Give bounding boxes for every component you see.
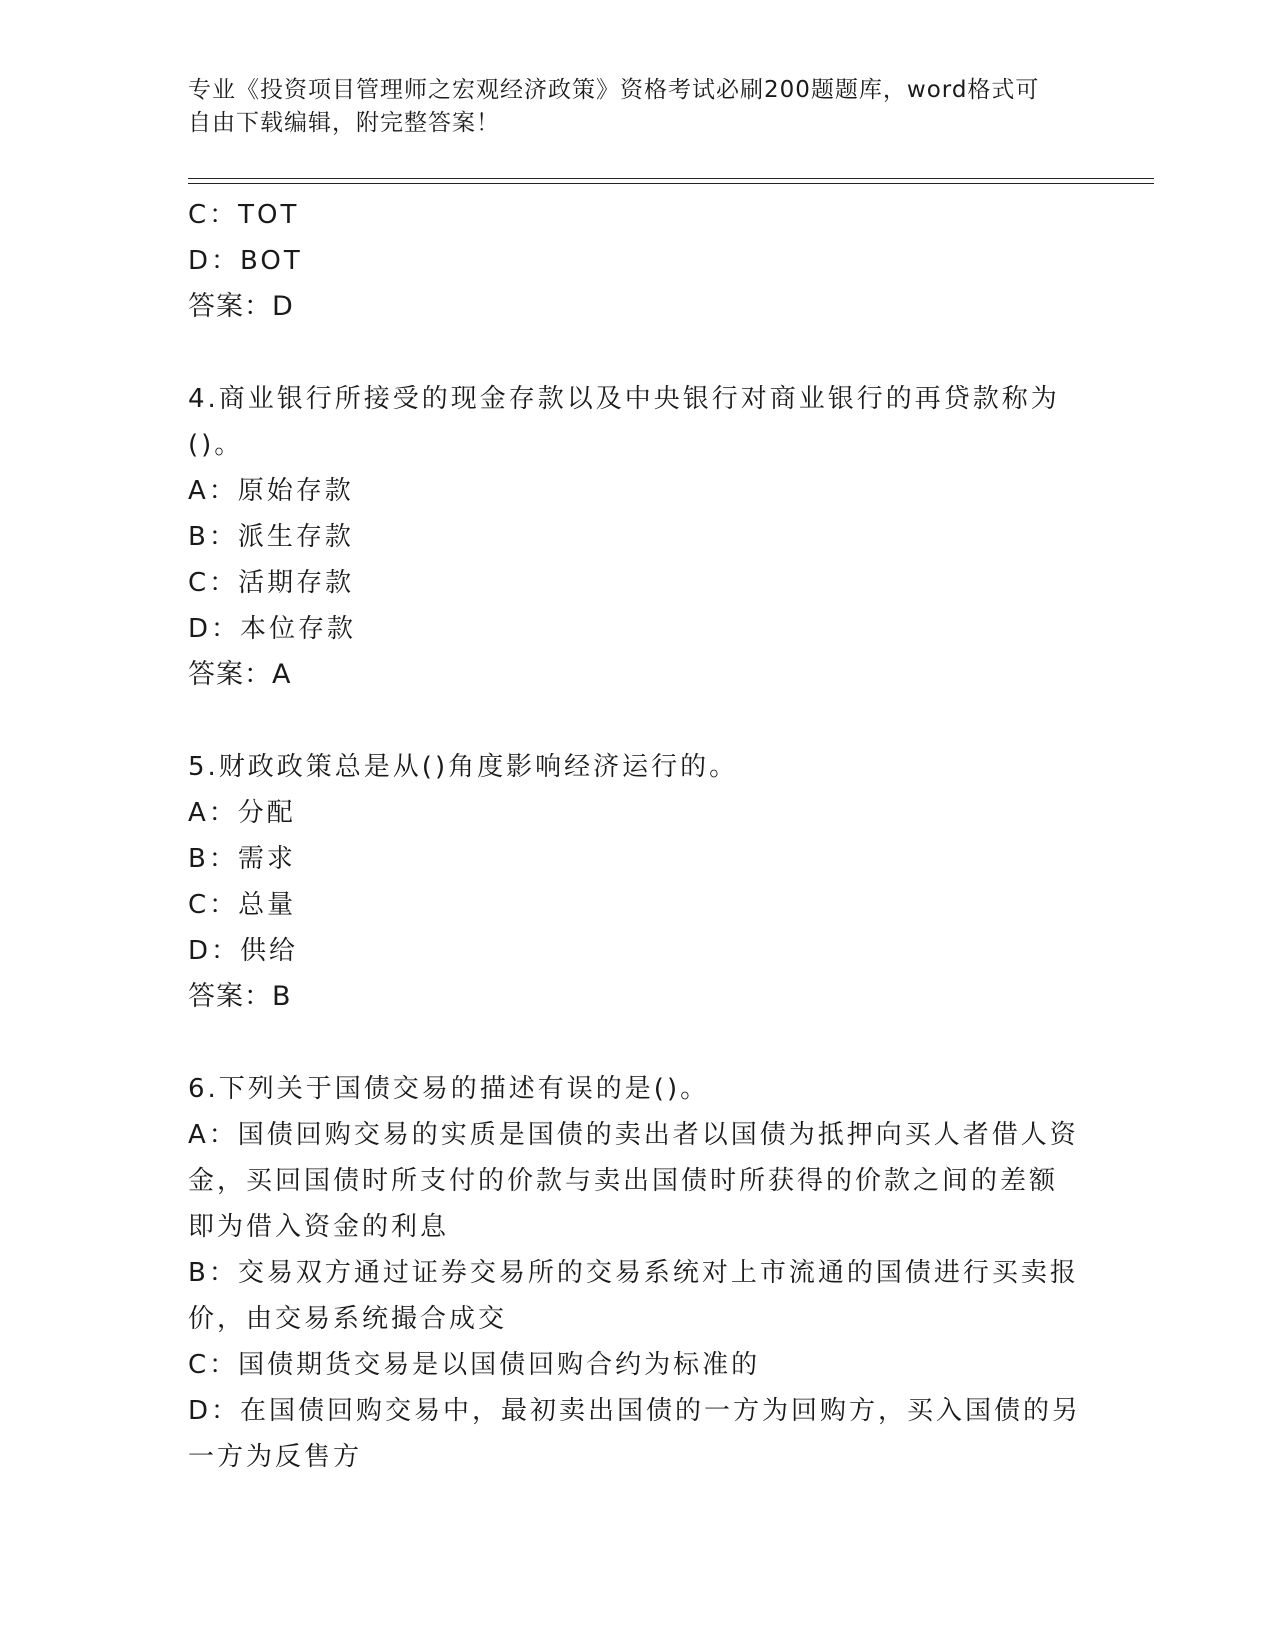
q5-option-c: C：总量 (188, 890, 297, 920)
question-5 (188, 744, 1088, 1020)
q6-option-b-line-1: B：交易双方通过证券交易所的交易系统对上市流通的国债进行买卖报 (188, 1258, 1079, 1288)
q5-stem: 5.财政政策总是从()角度影响经济运行的。 (188, 752, 739, 782)
spacer (188, 1020, 1088, 1066)
q6-option-b-line-2: 价，由交易系统撮合成交 (188, 1304, 508, 1334)
header-divider-bottom (188, 183, 1154, 184)
q6-option-a-line-1: A：国债回购交易的实质是国债的卖出者以国债为抵押向买人者借人资 (188, 1120, 1079, 1150)
q4-option-c: C：活期存款 (188, 568, 355, 598)
q3-option-c: C：TOT (188, 200, 300, 230)
q6-option-a-line-3: 即为借入资金的利息 (188, 1212, 450, 1242)
q4-option-b: B：派生存款 (188, 522, 354, 552)
q6-option-d-line-1: D：在国债回购交易中，最初卖出国债的一方为回购方，买入国债的另 (188, 1396, 1082, 1426)
q6-option-d-line-2: 一方为反售方 (188, 1442, 363, 1472)
question-4 (188, 376, 1088, 698)
header-line-2: 自由下载编辑，附完整答案！ (188, 110, 500, 136)
q6-option-c: C：国债期货交易是以国债回购合约为标准的 (188, 1350, 761, 1380)
q3-answer: 答案：D (188, 291, 294, 322)
question-content (188, 192, 1088, 1480)
question-3 (188, 192, 1088, 330)
question-6 (188, 1066, 1088, 1480)
q6-stem: 6.下列关于国债交易的描述有误的是()。 (188, 1074, 710, 1104)
q4-option-a: A：原始存款 (188, 476, 354, 506)
header-divider-top (188, 178, 1154, 179)
q4-stem-line-1: 4.商业银行所接受的现金存款以及中央银行对商业银行的再贷款称为 (188, 384, 1060, 414)
q5-option-b: B：需求 (188, 844, 296, 874)
q5-answer: 答案：B (188, 981, 292, 1012)
q5-option-d: D：供给 (188, 936, 299, 966)
spacer (188, 330, 1088, 376)
q3-option-d: D：BOT (188, 246, 303, 276)
q6-option-a-line-2: 金，买回国债时所支付的价款与卖出国债时所获得的价款之间的差额 (188, 1166, 1059, 1196)
header-line-1: 专业《投资项目管理师之宏观经济政策》资格考试必刷200题题库，word格式可 (188, 77, 1040, 103)
q4-option-d: D：本位存款 (188, 614, 357, 644)
spacer (188, 698, 1088, 744)
document-header (188, 74, 1068, 140)
q5-option-a: A：分配 (188, 798, 296, 828)
q4-stem-line-2: ()。 (188, 430, 244, 460)
q4-answer: 答案：A (188, 659, 292, 690)
